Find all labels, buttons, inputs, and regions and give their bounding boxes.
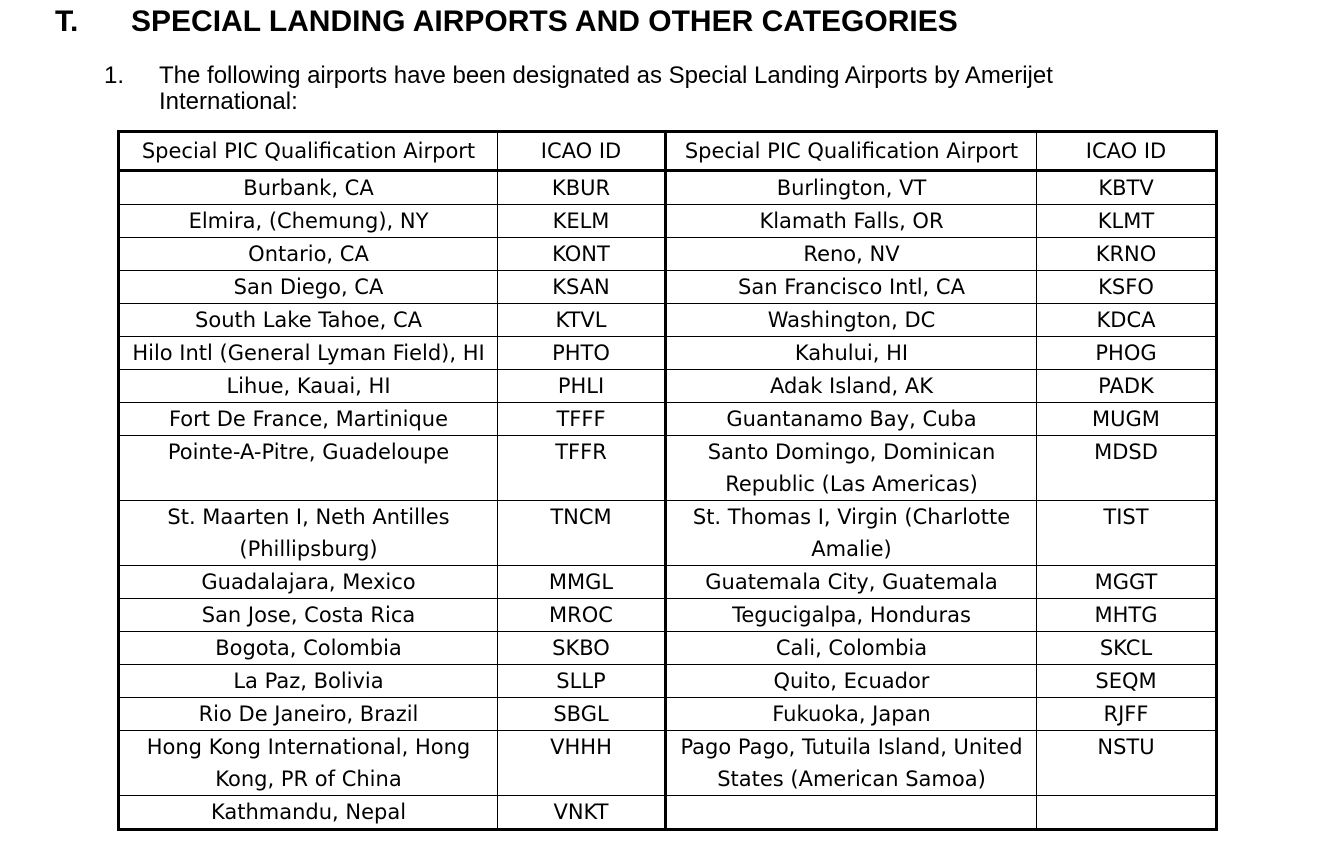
- list-item-number: 1.: [104, 62, 125, 89]
- left-airport-cell: Hong Kong International, Hong Kong, PR of China: [119, 731, 498, 796]
- left-icao-cell: PHLI: [498, 370, 666, 403]
- right-icao-cell: MDSD: [1037, 436, 1217, 501]
- left-icao-cell: KELM: [498, 205, 666, 238]
- right-icao-cell: PHOG: [1037, 337, 1217, 370]
- table-row: [119, 238, 1217, 271]
- right-airport-cell: Burlington, VT: [666, 171, 1037, 205]
- right-icao-cell: SEQM: [1037, 665, 1217, 698]
- left-icao-cell: KSAN: [498, 271, 666, 304]
- left-airport-cell: St. Maarten I, Neth Antilles (Phillipsburg): [119, 501, 498, 566]
- header-right-icao: ICAO ID: [1037, 132, 1217, 171]
- right-airport-cell: Guantanamo Bay, Cuba: [666, 403, 1037, 436]
- left-airport-cell: South Lake Tahoe, CA: [119, 304, 498, 337]
- right-icao-cell: PADK: [1037, 370, 1217, 403]
- header-left-airport: Special PIC Qualification Airport: [119, 132, 498, 171]
- right-airport-cell: Pago Pago, Tutuila Island, United States (American Samoa): [666, 731, 1037, 796]
- right-icao-cell: NSTU: [1037, 731, 1217, 796]
- table-row: [119, 436, 1217, 501]
- right-airport-cell: Reno, NV: [666, 238, 1037, 271]
- left-icao-cell: SKBO: [498, 632, 666, 665]
- header-right-airport: Special PIC Qualification Airport: [666, 132, 1037, 171]
- section-letter: T.: [55, 5, 79, 38]
- right-airport-cell: Guatemala City, Guatemala: [666, 566, 1037, 599]
- special-airports-table: [117, 130, 1218, 831]
- right-icao-cell: TIST: [1037, 501, 1217, 566]
- right-airport-cell: Adak Island, AK: [666, 370, 1037, 403]
- left-icao-cell: PHTO: [498, 337, 666, 370]
- right-airport-cell: St. Thomas I, Virgin (Charlotte Amalie): [666, 501, 1037, 566]
- list-item-text: The following airports have been designated as Special Landing Airports by Amerijet International:: [159, 62, 1053, 115]
- left-airport-cell: Fort De France, Martinique: [119, 403, 498, 436]
- left-airport-cell: Lihue, Kauai, HI: [119, 370, 498, 403]
- right-airport-cell: Washington, DC: [666, 304, 1037, 337]
- table-row: [119, 403, 1217, 436]
- left-icao-cell: VNKT: [498, 796, 666, 830]
- left-airport-cell: San Diego, CA: [119, 271, 498, 304]
- table-row: [119, 337, 1217, 370]
- header-left-icao: ICAO ID: [498, 132, 666, 171]
- right-airport-cell: San Francisco Intl, CA: [666, 271, 1037, 304]
- right-icao-cell: KBTV: [1037, 171, 1217, 205]
- right-airport-cell: Klamath Falls, OR: [666, 205, 1037, 238]
- right-airport-cell: Santo Domingo, Dominican Republic (Las Americas): [666, 436, 1037, 501]
- right-icao-cell: MUGM: [1037, 403, 1217, 436]
- right-airport-cell: Quito, Ecuador: [666, 665, 1037, 698]
- table-row: [119, 698, 1217, 731]
- table-row: [119, 731, 1217, 796]
- left-airport-cell: Hilo Intl (General Lyman Field), HI: [119, 337, 498, 370]
- table-row: [119, 370, 1217, 403]
- left-airport-cell: Bogota, Colombia: [119, 632, 498, 665]
- left-icao-cell: MROC: [498, 599, 666, 632]
- right-icao-cell: KDCA: [1037, 304, 1217, 337]
- left-icao-cell: TFFR: [498, 436, 666, 501]
- left-icao-cell: SBGL: [498, 698, 666, 731]
- list-item: [104, 63, 1184, 115]
- left-airport-cell: La Paz, Bolivia: [119, 665, 498, 698]
- table-row: [119, 271, 1217, 304]
- right-icao-cell: KRNO: [1037, 238, 1217, 271]
- right-icao-cell: SKCL: [1037, 632, 1217, 665]
- table-row: [119, 304, 1217, 337]
- right-icao-cell: MHTG: [1037, 599, 1217, 632]
- right-icao-cell: MGGT: [1037, 566, 1217, 599]
- section-heading: [55, 4, 958, 40]
- left-icao-cell: KONT: [498, 238, 666, 271]
- right-airport-cell: Tegucigalpa, Honduras: [666, 599, 1037, 632]
- table-row: [119, 632, 1217, 665]
- left-airport-cell: Burbank, CA: [119, 171, 498, 205]
- table-row: [119, 171, 1217, 205]
- right-airport-cell: Fukuoka, Japan: [666, 698, 1037, 731]
- section-title: SPECIAL LANDING AIRPORTS AND OTHER CATEGORIES: [131, 5, 958, 38]
- right-airport-cell: [666, 796, 1037, 830]
- table-header-row: [119, 132, 1217, 171]
- left-airport-cell: Kathmandu, Nepal: [119, 796, 498, 830]
- left-airport-cell: San Jose, Costa Rica: [119, 599, 498, 632]
- left-icao-cell: VHHH: [498, 731, 666, 796]
- left-airport-cell: Guadalajara, Mexico: [119, 566, 498, 599]
- right-airport-cell: Kahului, HI: [666, 337, 1037, 370]
- left-airport-cell: Rio De Janeiro, Brazil: [119, 698, 498, 731]
- right-icao-cell: KLMT: [1037, 205, 1217, 238]
- left-icao-cell: MMGL: [498, 566, 666, 599]
- right-icao-cell: [1037, 796, 1217, 830]
- table-row: [119, 566, 1217, 599]
- left-icao-cell: KTVL: [498, 304, 666, 337]
- table-row: [119, 501, 1217, 566]
- table-row: [119, 796, 1217, 830]
- table-row: [119, 665, 1217, 698]
- table-row: [119, 599, 1217, 632]
- right-airport-cell: Cali, Colombia: [666, 632, 1037, 665]
- left-icao-cell: TFFF: [498, 403, 666, 436]
- left-icao-cell: KBUR: [498, 171, 666, 205]
- table-body: [119, 171, 1217, 830]
- left-airport-cell: Ontario, CA: [119, 238, 498, 271]
- left-icao-cell: SLLP: [498, 665, 666, 698]
- left-icao-cell: TNCM: [498, 501, 666, 566]
- table-row: [119, 205, 1217, 238]
- right-icao-cell: RJFF: [1037, 698, 1217, 731]
- right-icao-cell: KSFO: [1037, 271, 1217, 304]
- left-airport-cell: Elmira, (Chemung), NY: [119, 205, 498, 238]
- left-airport-cell: Pointe-A-Pitre, Guadeloupe: [119, 436, 498, 501]
